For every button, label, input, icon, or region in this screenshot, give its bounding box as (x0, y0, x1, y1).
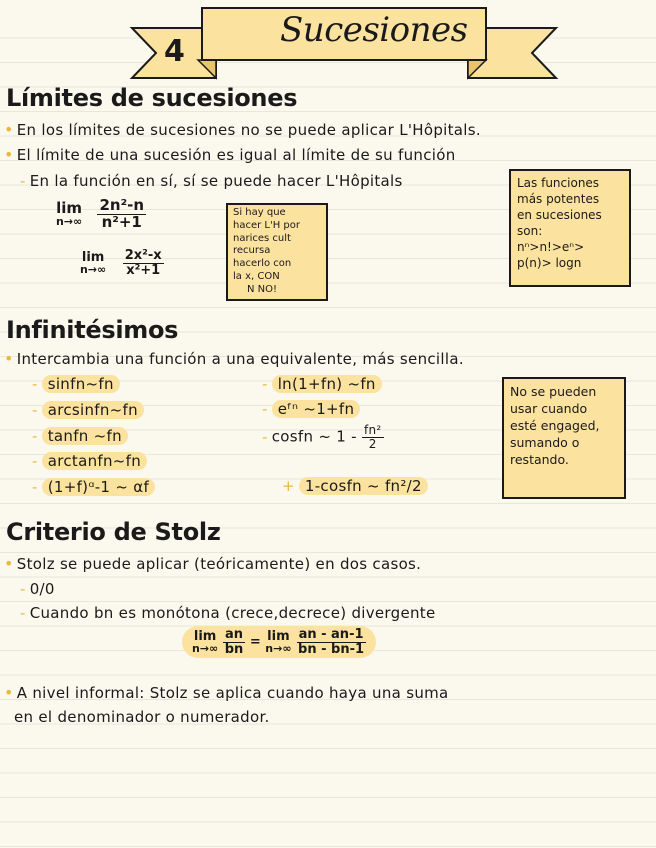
denominator: x²+1 (126, 262, 161, 278)
note-line: más potentes (517, 192, 600, 206)
note-line: esté engaged, (510, 418, 600, 433)
equivalence-text: ln(1+fn) ~fn (272, 375, 382, 393)
numerator: 2n²-n (99, 196, 145, 214)
lim-text: lim (56, 199, 83, 218)
sub-bullet-text: En la función en sí, sí se puede hacer L'Hôpitals (29, 172, 403, 190)
dash-mark: - (32, 375, 38, 393)
note-line: son: (517, 224, 543, 238)
note-line: N NO! (247, 283, 278, 295)
bullet-dot: • (4, 145, 14, 164)
fraction (223, 628, 246, 656)
fraction (97, 198, 146, 231)
chapter-number: 4 (164, 34, 185, 69)
dash-mark: - (32, 452, 38, 470)
equivalence-text: (1+f)ᵅ-1 ~ αf (42, 478, 155, 496)
numerator: an - an-1 (298, 627, 364, 642)
section-heading-stolz: Criterio de Stolz (6, 518, 221, 546)
equivalence-item (262, 375, 382, 393)
fraction (123, 249, 164, 277)
note-line: No se pueden (510, 384, 597, 399)
note-line: hacerlo con (233, 258, 292, 270)
equivalence-item (32, 478, 155, 496)
numerator: an (225, 627, 244, 642)
equivalence-item (262, 400, 360, 418)
limit-operator (56, 201, 82, 227)
dash-mark: - (262, 427, 268, 446)
informal-note-line-2: en el denominador o numerador. (14, 708, 270, 726)
bullet-limites-2 (4, 145, 456, 164)
equivalence-item (32, 401, 144, 419)
bullet-text: Intercambia una función a una equivalente, más sencilla. (16, 350, 464, 368)
dash-mark: - (262, 375, 268, 393)
fraction (362, 424, 384, 450)
bullet-dot: • (4, 683, 14, 702)
note-line: nⁿ>n!>eⁿ> (517, 240, 585, 254)
limit-example-1 (56, 198, 146, 231)
numerator: fn² (363, 423, 382, 437)
note-line: usar cuando (510, 401, 588, 416)
bullet-text: El límite de una sucesión es igual al límite de su función (16, 146, 456, 164)
lim-text: lim (193, 629, 217, 645)
lim-under: n→∞ (265, 642, 292, 656)
limit-operator (80, 251, 106, 275)
sub-bullet-stolz-2 (20, 604, 436, 622)
note-line: restando. (510, 452, 569, 467)
equivalence-text: arcsinfn~fn (42, 401, 144, 419)
bullet-dot: • (4, 349, 14, 368)
lim-under: n→∞ (192, 642, 219, 656)
note-line: Si hay que (233, 207, 286, 218)
lim-text: lim (267, 629, 290, 645)
denominator: n²+1 (101, 212, 142, 231)
equivalence-text: arctanfn~fn (42, 452, 147, 470)
dash-mark: + (282, 477, 295, 495)
dash-mark: - (20, 604, 26, 622)
fraction (296, 628, 366, 656)
bullet-stolz (4, 554, 421, 573)
dash-mark: - (20, 172, 26, 190)
limit-operator (265, 630, 291, 654)
equivalence-item (32, 427, 128, 445)
bullet-infinitesimos (4, 349, 464, 368)
equivalence-text: cosfn ~ 1 - (271, 427, 357, 446)
dash-mark: - (32, 401, 38, 419)
section-heading-infinitesimos: Infinitésimos (6, 316, 179, 344)
note-lhopital (226, 203, 328, 301)
note-line: sumando o (510, 435, 580, 450)
note-funciones-potentes (509, 169, 631, 287)
equivalence-text: 1-cosfn ~ fn²/2 (299, 477, 428, 495)
note-line: p(n)> logn (517, 256, 582, 270)
equivalence-item (32, 375, 120, 393)
sub-bullet-limites (20, 172, 403, 190)
informal-text: A nivel informal: Stolz se aplica cuando haya una suma (16, 684, 449, 702)
dash-mark: - (32, 427, 38, 445)
bullet-limites-1 (4, 120, 481, 139)
note-line: Las funciones (517, 176, 600, 190)
lim-under: n→∞ (80, 263, 107, 277)
equivalence-text: tanfn ~fn (42, 427, 128, 445)
equals-sign: = (249, 634, 261, 650)
dash-mark: - (262, 400, 268, 418)
note-line: la x, CON (233, 270, 280, 282)
denominator: 2 (368, 436, 377, 451)
page-title: Sucesiones (280, 10, 468, 50)
stolz-formula (182, 626, 376, 658)
note-line: hacer L'H por (233, 219, 301, 231)
sub-bullet-text: 0/0 (29, 580, 55, 598)
dash-mark: - (32, 478, 38, 496)
lim-under: n→∞ (56, 215, 83, 229)
bullet-dot: • (4, 554, 14, 573)
dash-mark: - (20, 580, 26, 598)
limit-operator (192, 630, 218, 654)
sub-bullet-stolz-1 (20, 580, 55, 598)
note-line: en sucesiones (517, 208, 602, 222)
note-line: recursa (233, 245, 271, 257)
lim-text: lim (81, 250, 105, 266)
numerator: 2x²-x (124, 248, 162, 263)
denominator: bn - bn-1 (298, 641, 365, 657)
note-line: narices cult (233, 232, 291, 244)
equivalence-text: eᶠⁿ ~1+fn (272, 400, 361, 418)
note-no-usar (502, 377, 626, 499)
sub-bullet-text: Cuando bn es monótona (crece,decrece) divergente (29, 604, 436, 622)
section-heading-limites: Límites de sucesiones (6, 84, 298, 112)
equivalence-item-cos (262, 424, 384, 450)
bullet-dot: • (4, 120, 14, 139)
bullet-text: En los límites de sucesiones no se puede aplicar L'Hôpitals. (16, 121, 481, 139)
denominator: bn (224, 641, 244, 657)
bullet-text: Stolz se puede aplicar (teóricamente) en dos casos. (16, 555, 422, 573)
limit-example-2 (80, 249, 164, 277)
equivalence-text: sinfn~fn (42, 375, 120, 393)
informal-note-line-1 (4, 683, 449, 702)
equivalence-item (282, 477, 428, 495)
equivalence-item (32, 452, 147, 470)
